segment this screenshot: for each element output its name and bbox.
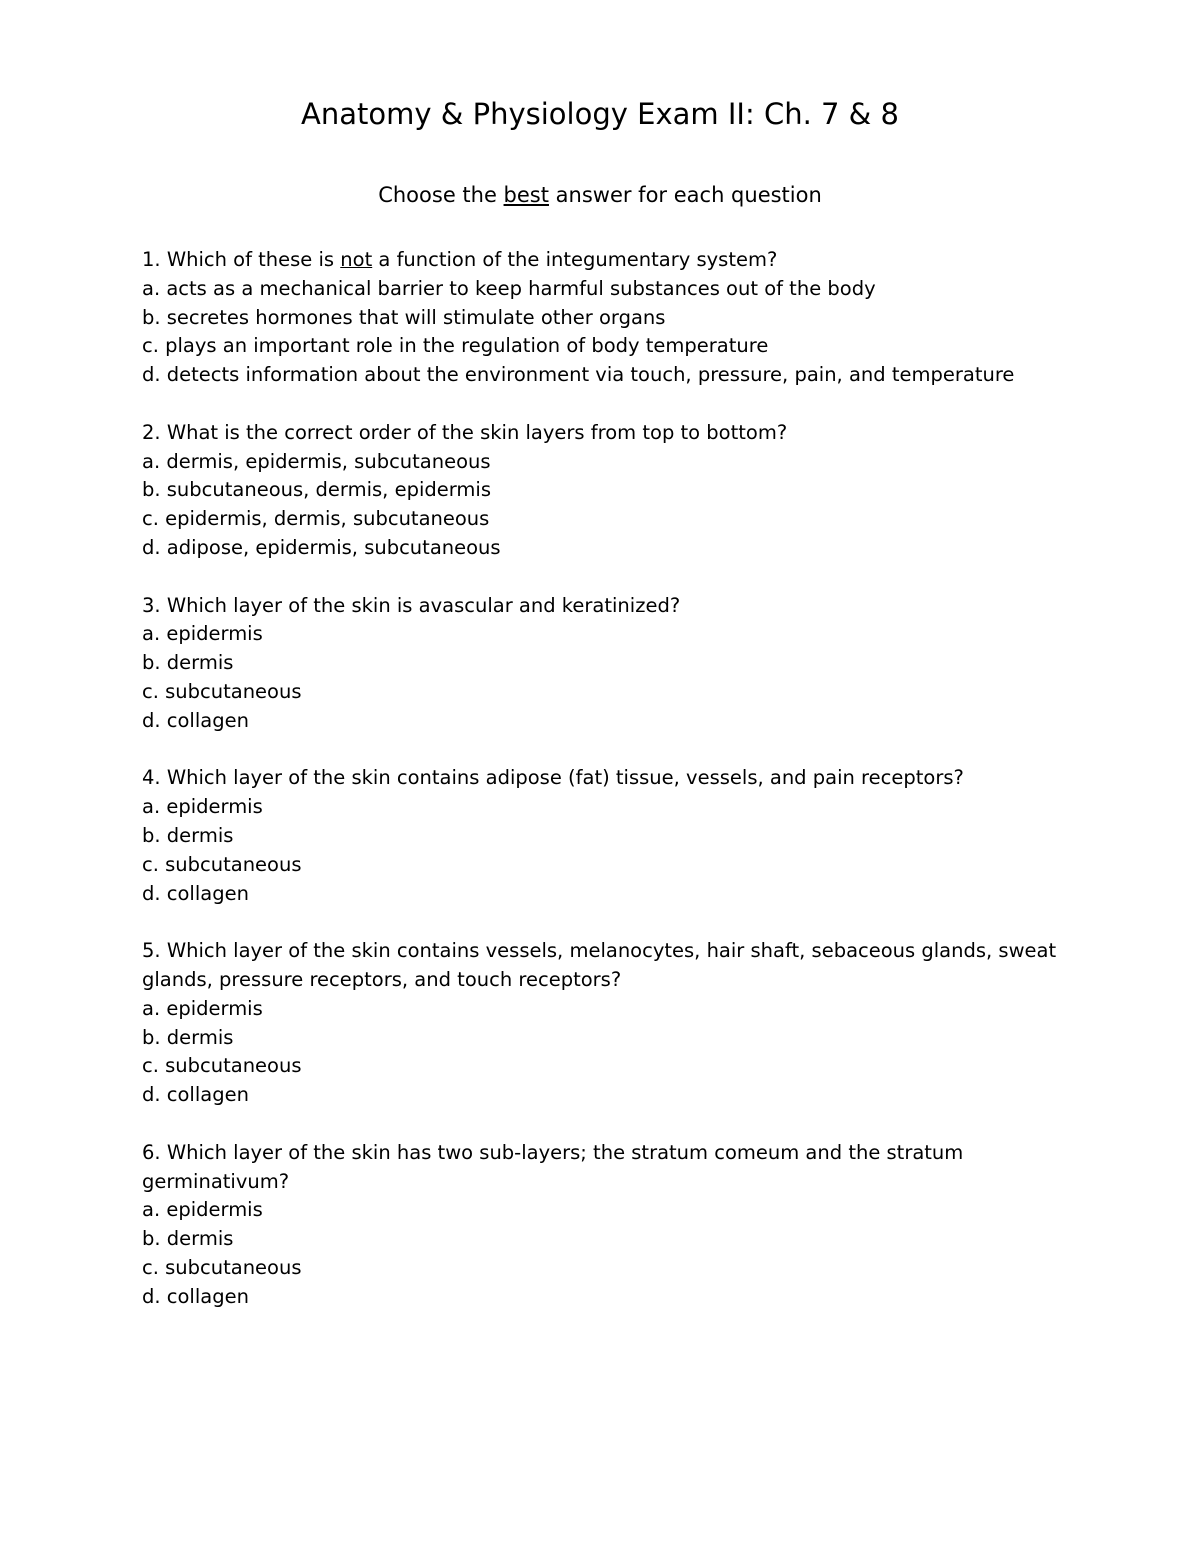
question-list <box>142 246 1082 1340</box>
question-5-option-a: a. epidermis <box>142 996 263 1020</box>
question-5-text <box>142 937 1082 995</box>
question-3-text <box>142 592 1082 621</box>
question-number: 1. <box>142 248 161 271</box>
instructions-before: Choose the <box>378 183 504 207</box>
page-title: Anatomy & Physiology Exam II: Ch. 7 & 8 <box>301 97 899 131</box>
question-4 <box>142 764 1082 908</box>
question-3-option-b: b. dermis <box>142 651 234 675</box>
question-1-option-b: b. secretes hormones that will stimulate other organs <box>142 305 666 329</box>
question-number: 6. <box>142 1140 161 1164</box>
question-number: 4. <box>142 766 161 790</box>
question-4-option-b: b. dermis <box>142 823 234 847</box>
question-text-emphasis: not <box>340 248 373 271</box>
question-number: 3. <box>142 593 161 617</box>
question-2 <box>142 419 1082 563</box>
question-text: Which layer of the skin has two sub-layers; the stratum comeum and the stratum germinativum? <box>142 1140 964 1193</box>
question-5 <box>142 937 1082 1110</box>
question-3-option-a: a. epidermis <box>142 622 263 646</box>
instructions-emphasis: best <box>503 183 549 207</box>
question-6-text <box>142 1139 1082 1197</box>
question-5-option-b: b. dermis <box>142 1025 234 1049</box>
question-text: Which layer of the skin is avascular and keratinized? <box>166 593 681 617</box>
instructions-after: answer for each question <box>548 183 822 207</box>
question-4-option-c: c. subcutaneous <box>142 852 302 876</box>
question-2-text <box>142 419 1082 448</box>
question-text-before: Which of these is <box>166 248 341 271</box>
question-6-option-a: a. epidermis <box>142 1198 263 1222</box>
question-1 <box>142 246 1082 390</box>
question-6 <box>142 1139 1082 1312</box>
question-2-option-c: c. epidermis, dermis, subcutaneous <box>142 507 490 531</box>
question-1-text <box>142 246 1082 275</box>
question-4-text <box>142 764 1082 793</box>
question-3-option-c: c. subcutaneous <box>142 679 302 703</box>
question-2-option-d: d. adipose, epidermis, subcutaneous <box>142 535 501 559</box>
question-6-option-b: b. dermis <box>142 1227 234 1251</box>
question-3 <box>142 592 1082 736</box>
question-3-option-d: d. collagen <box>142 708 249 732</box>
question-number: 5. <box>142 939 161 963</box>
question-5-option-c: c. subcutaneous <box>142 1054 302 1078</box>
question-6-option-d: d. collagen <box>142 1284 249 1308</box>
question-1-option-d: d. detects information about the environment via touch, pressure, pain, and temperature <box>142 363 1015 387</box>
question-5-option-d: d. collagen <box>142 1083 249 1107</box>
question-4-option-a: a. epidermis <box>142 795 263 819</box>
question-number: 2. <box>142 420 161 444</box>
question-text: Which layer of the skin contains vessels, melanocytes, hair shaft, sebaceous glands, sweat glands, pressure receptors, and touch receptors? <box>142 939 1057 991</box>
question-6-option-c: c. subcutaneous <box>142 1255 302 1279</box>
question-1-option-c: c. plays an important role in the regulation of body temperature <box>142 334 769 358</box>
question-text-after: a function of the integumentary system? <box>372 248 778 271</box>
question-text: What is the correct order of the skin layers from top to bottom? <box>166 420 788 444</box>
question-text: Which layer of the skin contains adipose (fat) tissue, vessels, and pain receptors? <box>166 766 964 790</box>
question-2-option-a: a. dermis, epidermis, subcutaneous <box>142 449 491 473</box>
instructions <box>0 180 1200 210</box>
question-2-option-b: b. subcutaneous, dermis, epidermis <box>142 478 491 502</box>
question-1-option-a: a. acts as a mechanical barrier to keep harmful substances out of the body <box>142 276 876 300</box>
question-4-option-d: d. collagen <box>142 881 249 905</box>
